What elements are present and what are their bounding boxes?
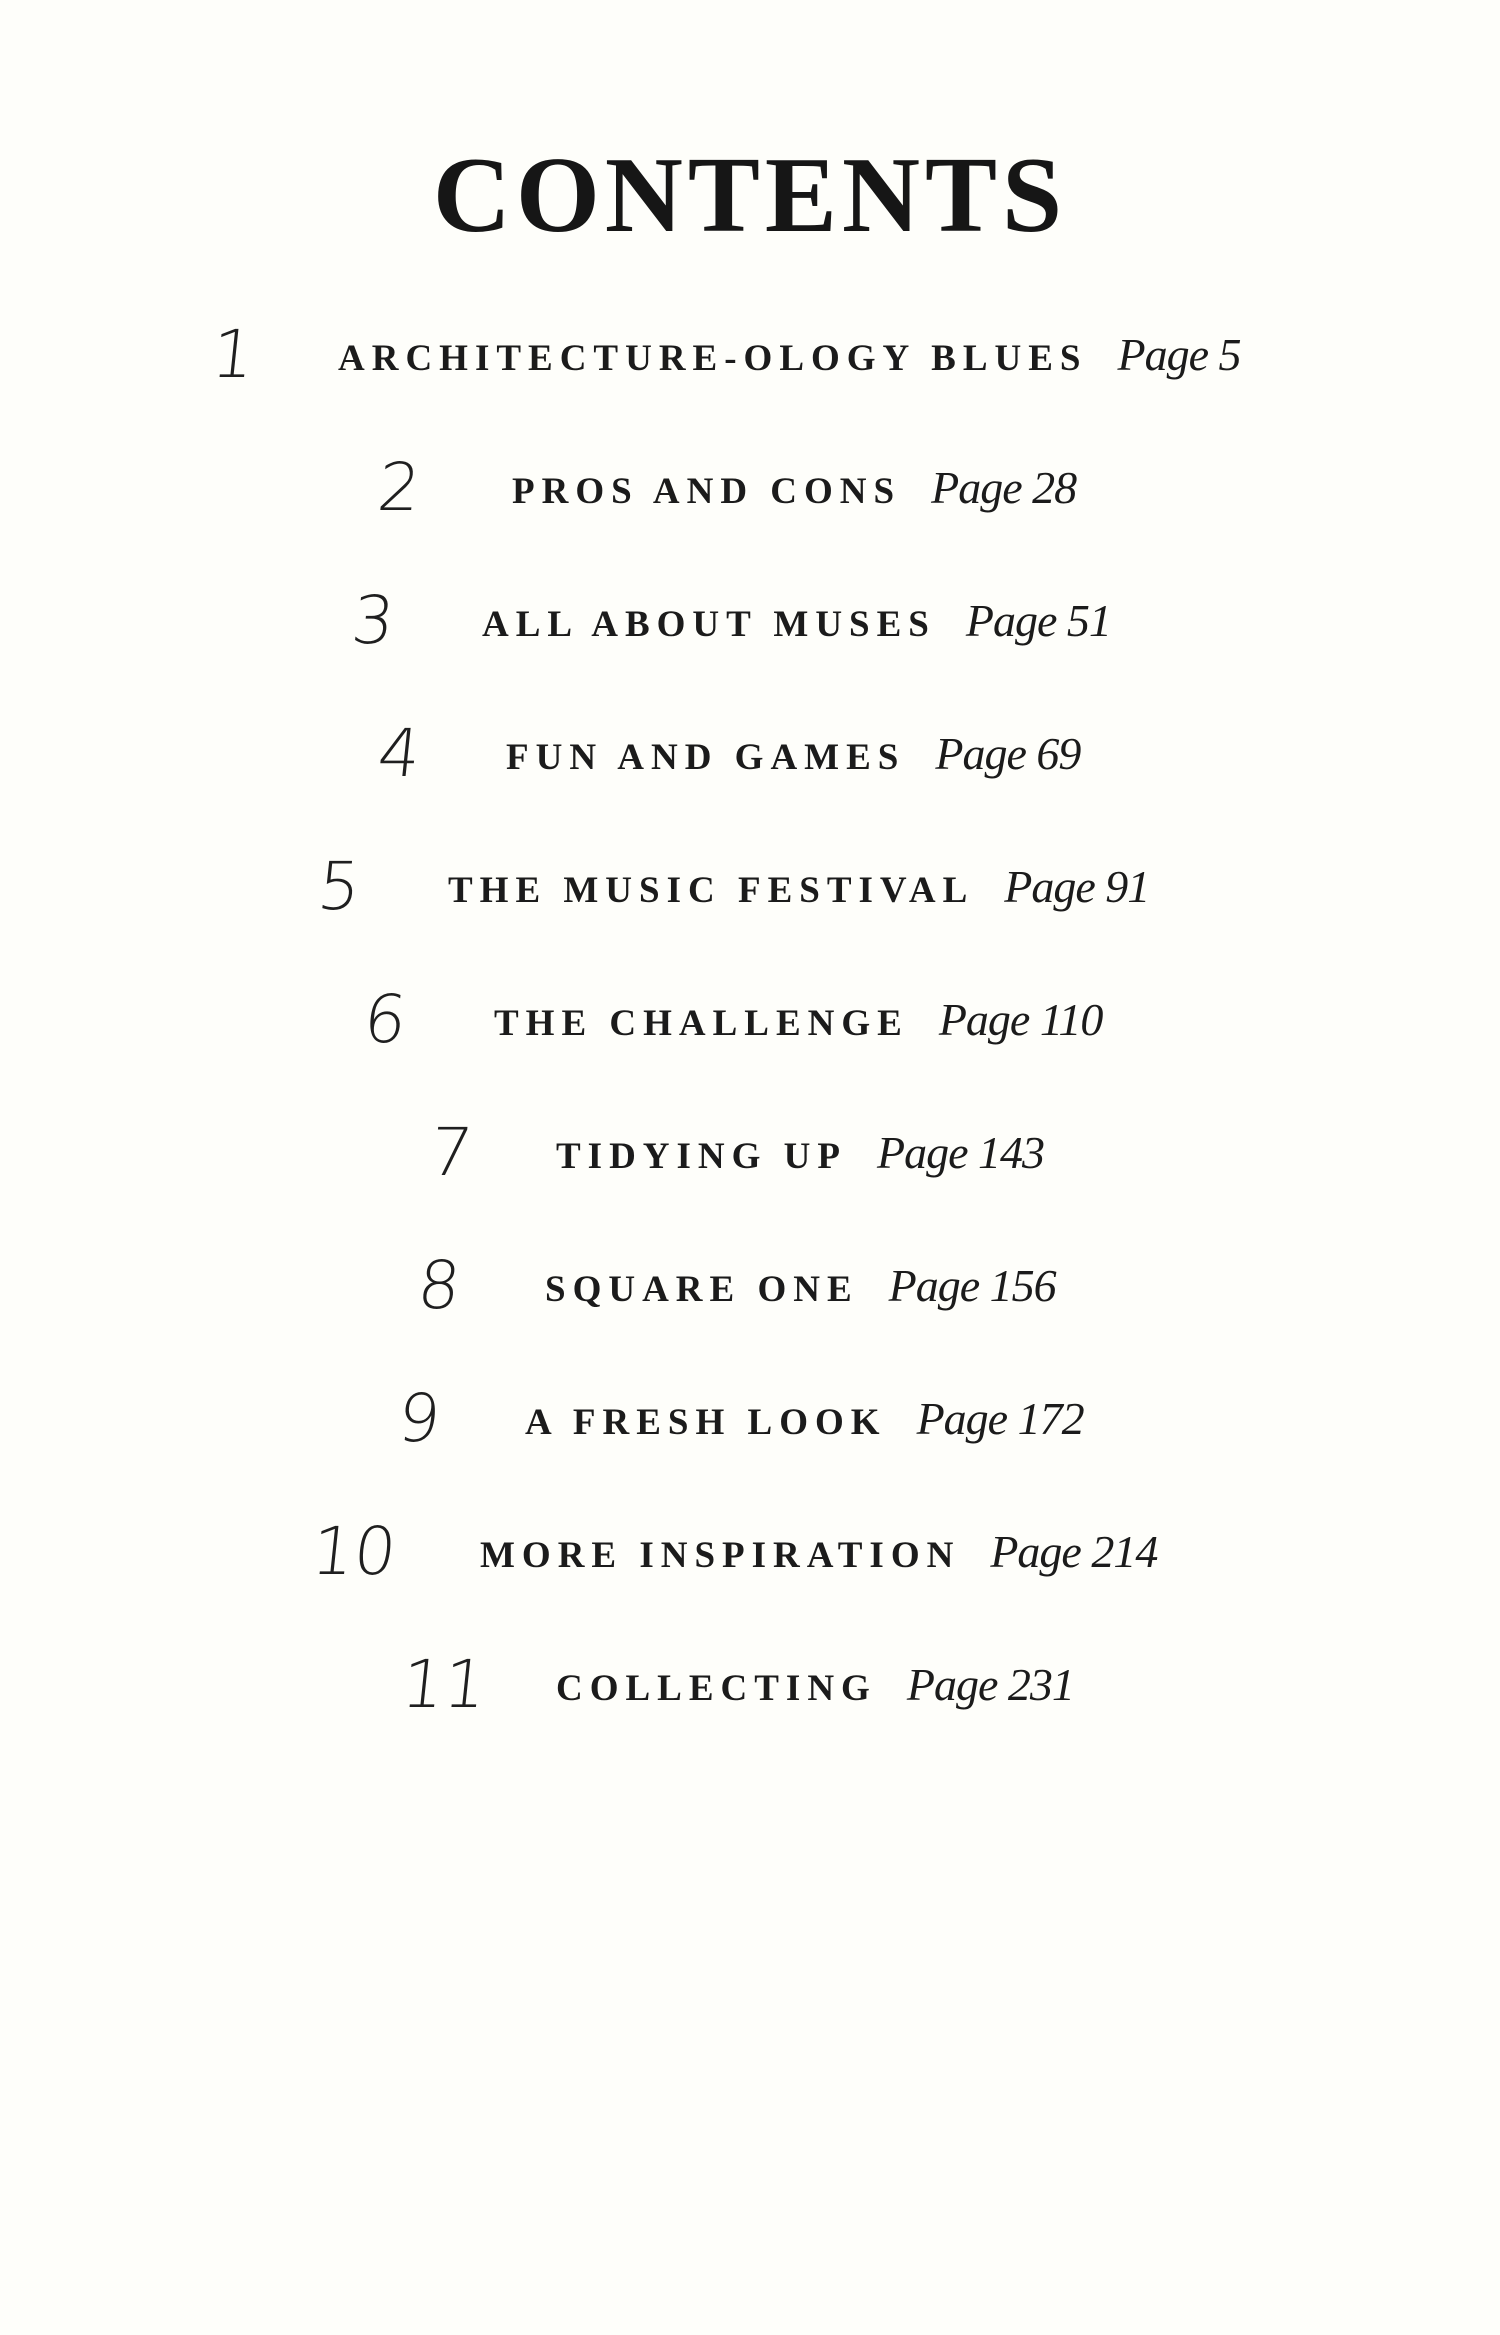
- handwritten-chapter-number: 2: [374, 449, 425, 526]
- toc-entry-text: [545, 1246, 1056, 1336]
- handwritten-chapter-number: 4: [374, 715, 425, 792]
- chapter-title: THE CHALLENGE: [494, 1003, 909, 1044]
- toc-entry: [0, 1645, 1500, 1725]
- toc-entry-text: [556, 1645, 1074, 1735]
- toc-entry-text: [525, 1379, 1084, 1469]
- page-reference: Page 110: [938, 994, 1103, 1045]
- toc-entry-text: [338, 315, 1241, 405]
- handwritten-chapter-number: 6: [360, 981, 411, 1058]
- page-reference: Page 28: [931, 462, 1077, 513]
- handwritten-chapter-number: 1: [208, 316, 259, 393]
- toc-entry-text: [512, 448, 1076, 538]
- handwritten-chapter-number: 9: [394, 1380, 445, 1457]
- toc-entry-text: [556, 1113, 1044, 1203]
- toc-entry: [0, 1246, 1500, 1326]
- handwritten-chapter-number: 5: [314, 848, 365, 925]
- handwritten-chapter-number: 3: [348, 582, 399, 659]
- handwritten-chapter-number: 8: [414, 1247, 465, 1324]
- toc-entry: [0, 315, 1500, 395]
- toc-entry: [0, 581, 1500, 661]
- toc-entry-text: [448, 847, 1149, 937]
- handwritten-chapter-number: 10: [308, 1513, 401, 1590]
- toc-entry-text: [494, 980, 1102, 1070]
- chapter-title: COLLECTING: [556, 1668, 877, 1709]
- toc-entry: [0, 1512, 1500, 1592]
- page-reference: Page 143: [877, 1127, 1045, 1178]
- page-reference: Page 91: [1004, 861, 1150, 912]
- chapter-title: A FRESH LOOK: [525, 1402, 887, 1443]
- chapter-title: MORE INSPIRATION: [480, 1535, 961, 1576]
- handwritten-chapter-number: 7: [426, 1114, 477, 1191]
- chapter-title: TIDYING UP: [556, 1136, 847, 1177]
- page-reference: Page 51: [965, 595, 1111, 646]
- toc-entry-text: [480, 1512, 1157, 1602]
- toc-entry: [0, 1113, 1500, 1193]
- page-reference: Page 156: [888, 1260, 1056, 1311]
- handwritten-chapter-number: 11: [398, 1646, 491, 1723]
- toc-entry: [0, 1379, 1500, 1459]
- page-reference: Page 5: [1117, 329, 1241, 380]
- chapter-title: THE MUSIC FESTIVAL: [448, 870, 975, 911]
- chapter-title: FUN AND GAMES: [506, 737, 906, 778]
- toc-entry-text: [482, 581, 1111, 671]
- chapter-title: ALL ABOUT MUSES: [482, 604, 936, 645]
- toc-entry-text: [506, 714, 1080, 804]
- chapter-title: SQUARE ONE: [545, 1269, 859, 1310]
- page-title: CONTENTS: [432, 136, 1068, 255]
- chapter-title: ARCHITECTURE-OLOGY BLUES: [338, 338, 1088, 379]
- page-reference: Page 231: [906, 1659, 1074, 1710]
- page-reference: Page 214: [990, 1526, 1158, 1577]
- page-reference: Page 172: [916, 1393, 1084, 1444]
- toc-entry: [0, 448, 1500, 528]
- page-reference: Page 69: [935, 728, 1081, 779]
- toc-entry: [0, 714, 1500, 794]
- chapter-title: PROS AND CONS: [512, 471, 902, 512]
- toc-entry: [0, 847, 1500, 927]
- toc-entry: [0, 980, 1500, 1060]
